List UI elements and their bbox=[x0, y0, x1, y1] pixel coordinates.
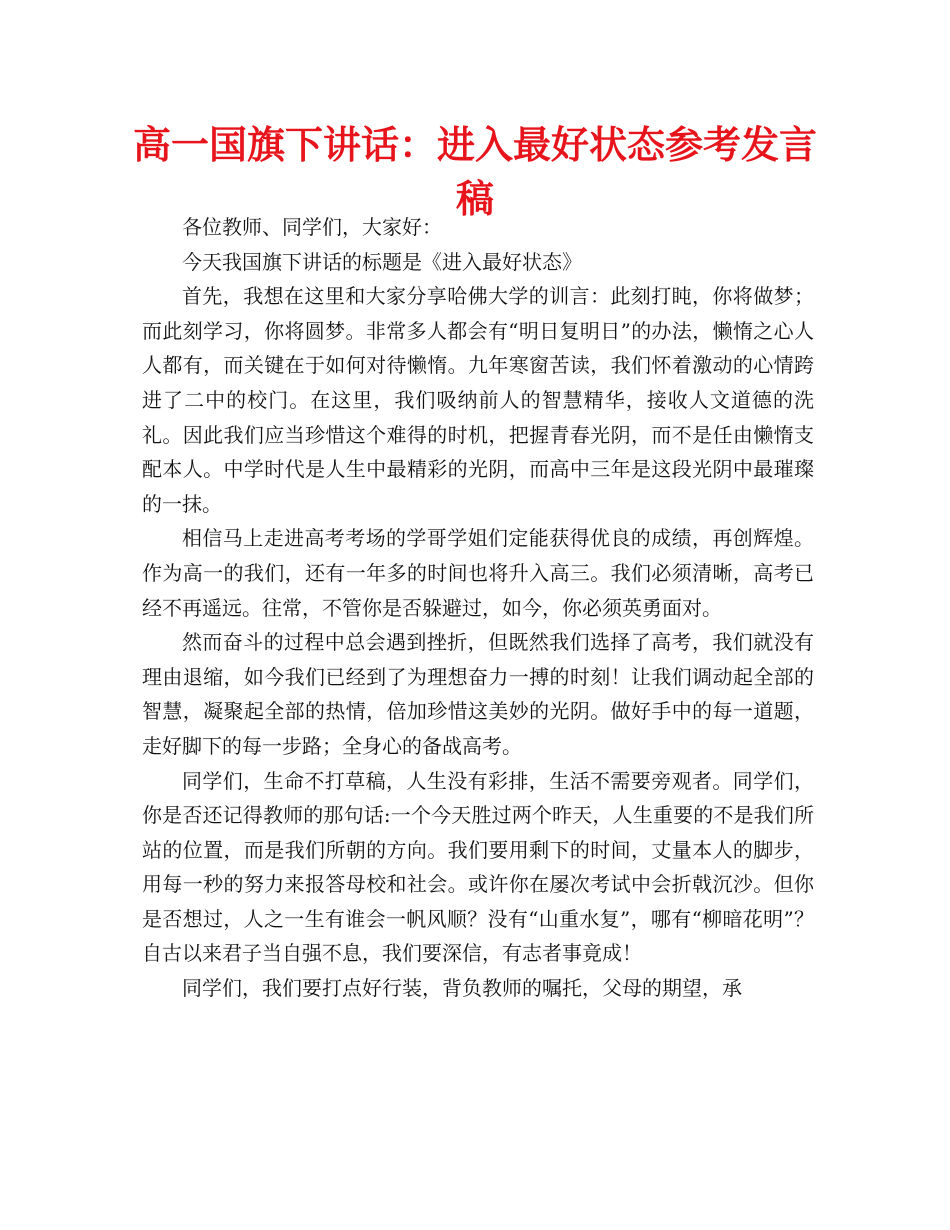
document-title: 高一国旗下讲话：进入最好状态参考发言稿 bbox=[132, 122, 817, 221]
body-paragraph: 首先，我想在这里和大家分享哈佛大学的训言：此刻打盹，你将做梦；而此刻学习，你将圆梦。非常多人都会有“明日复明日”的办法，懒惰之心人人都有，而关键在于如何对待懒惰。九年寒窗苦读，我们怀着激动的心情跨进了二中的校门。在这里，我们吸纳前人的智慧精华，接收人文道德的洗礼。因此我们应当珍惜这个难得的时机，把握青春光阴，而不是任由懒惰支配本人。中学时代是人生中最精彩的光阴，而高中三年是这段光阴中最璀璨的一抹。 bbox=[142, 284, 814, 516]
greeting-paragraph: 各位教师、同学们，大家好： bbox=[182, 215, 442, 239]
body-paragraph: 同学们，生命不打草稿，人生没有彩排，生活不需要旁观者。同学们，你是否还记得教师的那句话:一个今天胜过两个昨天，人生重要的不是我们所站的位置，而是我们所朝的方向。我们要用剩下的时间，丈量本人的脚步，用每一秒的努力来报答母校和社会。或许你在屡次考试中会折戟沉沙。但你是否想过，人之一生有谁会一帆风顺？没有“山重水复”，哪有“柳暗花明”？自古以来君子当自强不息，我们要深信，有志者事竟成！ bbox=[142, 768, 814, 966]
body-paragraph: 同学们，我们要打点好行装，背负教师的嘱托，父母的期望，承 bbox=[182, 976, 742, 1001]
document-body bbox=[142, 210, 814, 1006]
body-paragraph: 然而奋斗的过程中总会遇到挫折，但既然我们选择了高考，我们就没有理由退缩，如今我们已经到了为理想奋力一搏的时刻！让我们调动起全部的智慧，凝聚起全部的热情，倍加珍惜这美妙的光阴。做好手中的每一道题，走好脚下的每一步路；全身心的备战高考。 bbox=[142, 630, 814, 758]
body-paragraph: 相信马上走进高考考场的学哥学姐们定能获得优良的成绩，再创辉煌。作为高一的我们，还有一年多的时间也将升入高三。我们必须清晰，高考已经不再遥远。往常，不管你是否躲避过，如今，你必须英勇面对。 bbox=[142, 526, 814, 620]
topic-paragraph: 今天我国旗下讲话的标题是《进入最好状态》 bbox=[182, 249, 582, 274]
